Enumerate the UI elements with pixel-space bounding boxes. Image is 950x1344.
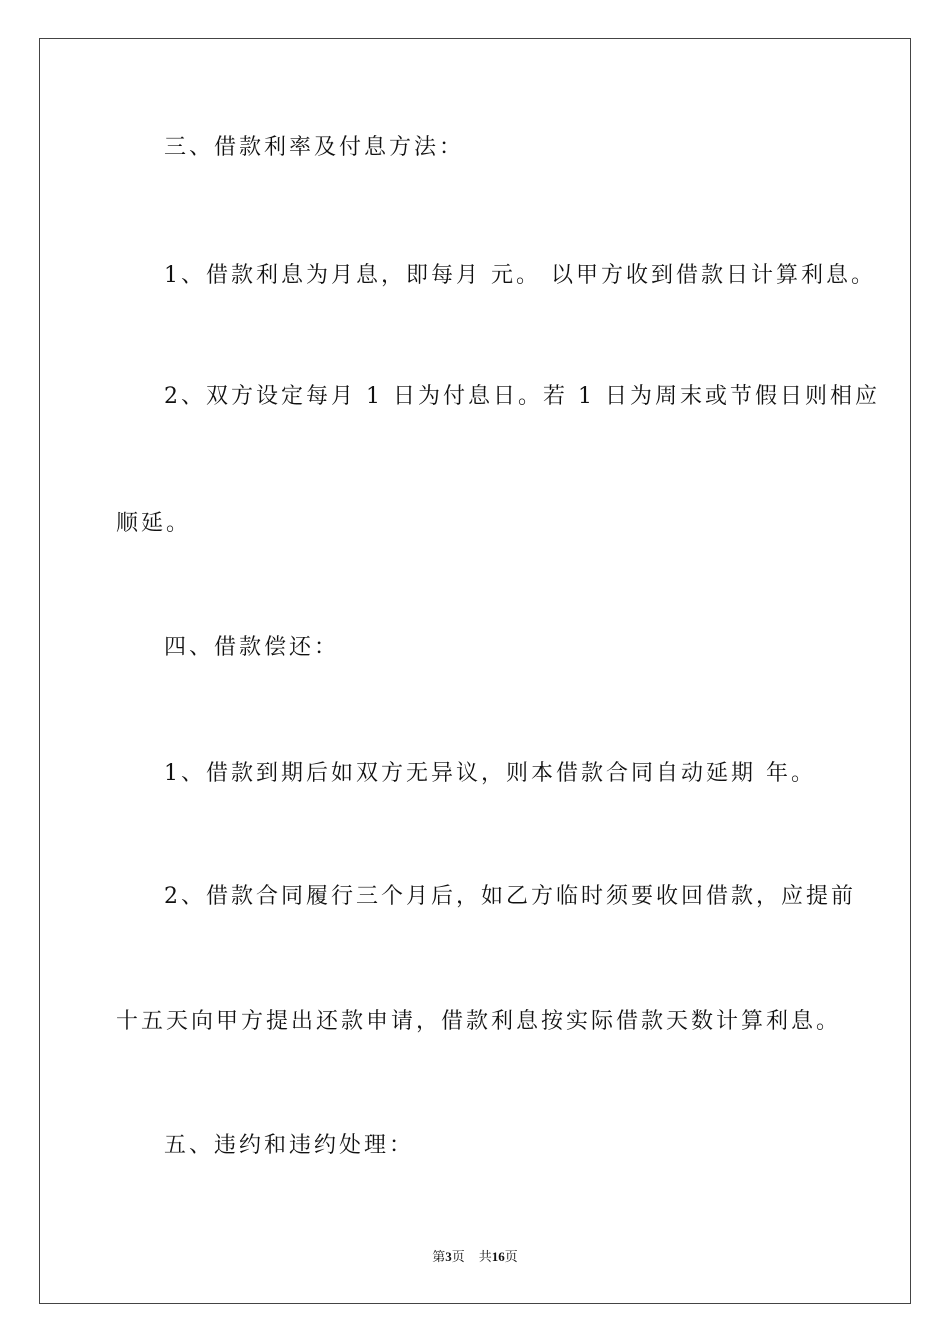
section-heading-repayment: 四、借款偿还：: [164, 635, 340, 660]
paragraph-repayment-2: 2、借款合同履行三个月后，如乙方临时须要收回借款，应提前: [164, 884, 856, 909]
section-heading-interest: 三、借款利率及付息方法：: [164, 135, 465, 160]
footer-page-prefix: 第: [432, 1249, 446, 1264]
paragraph-repayment-1: 1、借款到期后如双方无异议，则本借款合同自动延期 年。: [164, 761, 816, 786]
paragraph-interest-2: 2、双方设定每月 1 日为付息日。若 1 日为周末或节假日则相应: [164, 384, 880, 409]
page-footer: [0, 1248, 950, 1266]
paragraph-interest-2-continued: 顺延。: [116, 511, 192, 536]
footer-total-pages: 16: [491, 1249, 505, 1264]
paragraph-repayment-2-continued: 十五天向甲方提出还款申请，借款利息按实际借款天数计算利息。: [116, 1009, 842, 1034]
page-border: [39, 38, 911, 1304]
footer-total-suffix: 页: [504, 1249, 518, 1264]
footer-page-suffix: 页: [451, 1249, 465, 1264]
section-heading-breach: 五、违约和违约处理：: [164, 1133, 415, 1158]
footer-page-number: 3: [445, 1249, 452, 1264]
footer-total-prefix: 共: [478, 1249, 492, 1264]
paragraph-interest-1: 1、借款利息为月息，即每月 元。 以甲方收到借款日计算利息。: [164, 263, 876, 288]
